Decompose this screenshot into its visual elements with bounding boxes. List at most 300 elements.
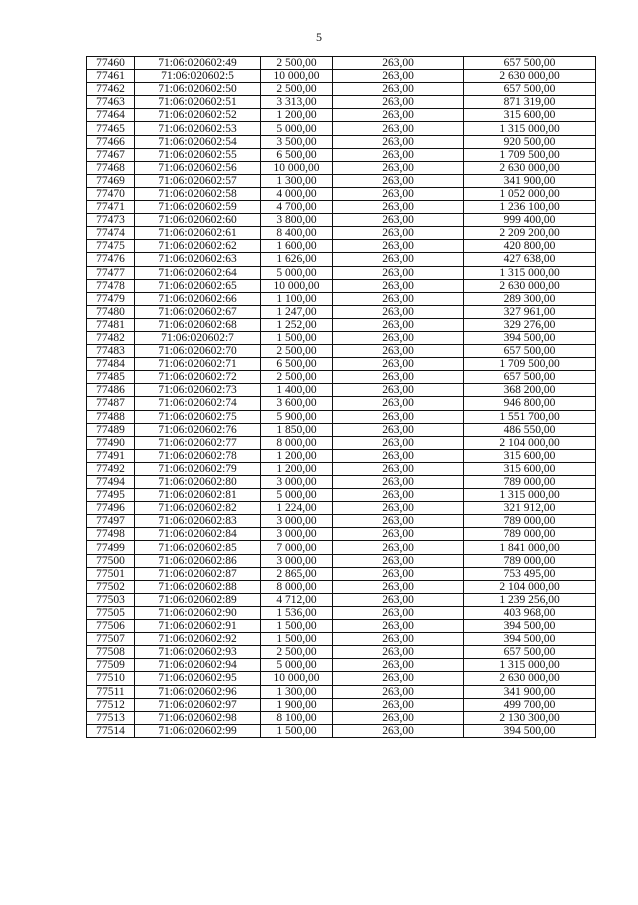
cadastral-number-cell: 71:06:020602:79 — [135, 462, 261, 475]
table-row — [87, 659, 596, 672]
table-row — [87, 528, 596, 541]
table-row — [87, 515, 596, 528]
rate-cell: 263,00 — [333, 476, 464, 489]
cadastral-number-cell: 71:06:020602:64 — [135, 266, 261, 279]
value-cell: 289 300,00 — [464, 292, 596, 305]
rate-cell: 263,00 — [333, 279, 464, 292]
area-cell: 3 313,00 — [261, 96, 333, 109]
table-row — [87, 70, 596, 83]
area-cell: 6 500,00 — [261, 358, 333, 371]
row-number-cell: 77460 — [87, 57, 135, 70]
rate-cell: 263,00 — [333, 161, 464, 174]
row-number-cell: 77488 — [87, 410, 135, 423]
row-number-cell: 77514 — [87, 724, 135, 737]
cadastral-number-cell: 71:06:020602:98 — [135, 711, 261, 724]
row-number-cell: 77513 — [87, 711, 135, 724]
row-number-cell: 77494 — [87, 476, 135, 489]
row-number-cell: 77498 — [87, 528, 135, 541]
area-cell: 5 900,00 — [261, 410, 333, 423]
table-row — [87, 685, 596, 698]
cadastral-number-cell: 71:06:020602:87 — [135, 567, 261, 580]
rate-cell: 263,00 — [333, 345, 464, 358]
area-cell: 8 400,00 — [261, 227, 333, 240]
value-cell: 657 500,00 — [464, 57, 596, 70]
table-row — [87, 148, 596, 161]
rate-cell: 263,00 — [333, 148, 464, 161]
value-cell: 2 630 000,00 — [464, 279, 596, 292]
value-cell: 427 638,00 — [464, 253, 596, 266]
cadastral-number-cell: 71:06:020602:52 — [135, 109, 261, 122]
cadastral-number-cell: 71:06:020602:57 — [135, 174, 261, 187]
value-cell: 315 600,00 — [464, 109, 596, 122]
cadastral-number-cell: 71:06:020602:50 — [135, 83, 261, 96]
rate-cell: 263,00 — [333, 449, 464, 462]
rate-cell: 263,00 — [333, 240, 464, 253]
rate-cell: 263,00 — [333, 711, 464, 724]
rate-cell: 263,00 — [333, 384, 464, 397]
value-cell: 394 500,00 — [464, 724, 596, 737]
area-cell: 1 224,00 — [261, 502, 333, 515]
cadastral-number-cell: 71:06:020602:58 — [135, 187, 261, 200]
rate-cell: 263,00 — [333, 292, 464, 305]
rate-cell: 263,00 — [333, 724, 464, 737]
rate-cell: 263,00 — [333, 554, 464, 567]
value-cell: 920 500,00 — [464, 135, 596, 148]
value-cell: 2 630 000,00 — [464, 70, 596, 83]
rate-cell: 263,00 — [333, 397, 464, 410]
table-row — [87, 580, 596, 593]
cadastral-number-cell: 71:06:020602:90 — [135, 606, 261, 619]
cadastral-number-cell: 71:06:020602:63 — [135, 253, 261, 266]
row-number-cell: 77510 — [87, 672, 135, 685]
value-cell: 315 600,00 — [464, 462, 596, 475]
cadastral-number-cell: 71:06:020602:96 — [135, 685, 261, 698]
row-number-cell: 77469 — [87, 174, 135, 187]
cadastral-number-cell: 71:06:020602:84 — [135, 528, 261, 541]
row-number-cell: 77502 — [87, 580, 135, 593]
area-cell: 1 500,00 — [261, 724, 333, 737]
rate-cell: 263,00 — [333, 436, 464, 449]
table-row — [87, 187, 596, 200]
row-number-cell: 77466 — [87, 135, 135, 148]
area-cell: 5 000,00 — [261, 122, 333, 135]
area-cell: 5 000,00 — [261, 489, 333, 502]
row-number-cell: 77462 — [87, 83, 135, 96]
area-cell: 2 500,00 — [261, 345, 333, 358]
row-number-cell: 77477 — [87, 266, 135, 279]
row-number-cell: 77496 — [87, 502, 135, 515]
table-row — [87, 489, 596, 502]
value-cell: 657 500,00 — [464, 83, 596, 96]
cadastral-number-cell: 71:06:020602:59 — [135, 201, 261, 214]
cadastral-number-cell: 71:06:020602:78 — [135, 449, 261, 462]
cadastral-number-cell: 71:06:020602:73 — [135, 384, 261, 397]
cadastral-number-cell: 71:06:020602:81 — [135, 489, 261, 502]
value-cell: 789 000,00 — [464, 554, 596, 567]
row-number-cell: 77506 — [87, 620, 135, 633]
value-cell: 368 200,00 — [464, 384, 596, 397]
rate-cell: 263,00 — [333, 462, 464, 475]
area-cell: 3 600,00 — [261, 397, 333, 410]
area-cell: 3 000,00 — [261, 476, 333, 489]
value-cell: 321 912,00 — [464, 502, 596, 515]
row-number-cell: 77503 — [87, 593, 135, 606]
table-row — [87, 646, 596, 659]
rate-cell: 263,00 — [333, 122, 464, 135]
value-cell: 341 900,00 — [464, 174, 596, 187]
row-number-cell: 77480 — [87, 305, 135, 318]
row-number-cell: 77482 — [87, 331, 135, 344]
value-cell: 327 961,00 — [464, 305, 596, 318]
cadastral-number-cell: 71:06:020602:68 — [135, 318, 261, 331]
table-row — [87, 201, 596, 214]
row-number-cell: 77492 — [87, 462, 135, 475]
row-number-cell: 77508 — [87, 646, 135, 659]
row-number-cell: 77489 — [87, 423, 135, 436]
value-cell: 999 400,00 — [464, 214, 596, 227]
cadastral-number-cell: 71:06:020602:70 — [135, 345, 261, 358]
rate-cell: 263,00 — [333, 253, 464, 266]
row-number-cell: 77473 — [87, 214, 135, 227]
table-row — [87, 109, 596, 122]
area-cell: 8 100,00 — [261, 711, 333, 724]
cadastral-number-cell: 71:06:020602:82 — [135, 502, 261, 515]
table-row — [87, 711, 596, 724]
rate-cell: 263,00 — [333, 83, 464, 96]
table-row — [87, 57, 596, 70]
table-row — [87, 331, 596, 344]
cadastral-number-cell: 71:06:020602:65 — [135, 279, 261, 292]
row-number-cell: 77463 — [87, 96, 135, 109]
rate-cell: 263,00 — [333, 580, 464, 593]
rate-cell: 263,00 — [333, 672, 464, 685]
area-cell: 10 000,00 — [261, 279, 333, 292]
area-cell: 8 000,00 — [261, 436, 333, 449]
area-cell: 3 000,00 — [261, 528, 333, 541]
cadastral-number-cell: 71:06:020602:91 — [135, 620, 261, 633]
cadastral-number-cell: 71:06:020602:62 — [135, 240, 261, 253]
rate-cell: 263,00 — [333, 201, 464, 214]
table-row — [87, 593, 596, 606]
value-cell: 1 239 256,00 — [464, 593, 596, 606]
table-row — [87, 266, 596, 279]
cadastral-number-cell: 71:06:020602:76 — [135, 423, 261, 436]
value-cell: 394 500,00 — [464, 331, 596, 344]
cadastral-number-cell: 71:06:020602:80 — [135, 476, 261, 489]
cadastral-number-cell: 71:06:020602:88 — [135, 580, 261, 593]
cadastral-number-cell: 71:06:020602:55 — [135, 148, 261, 161]
area-cell: 2 500,00 — [261, 646, 333, 659]
value-cell: 657 500,00 — [464, 371, 596, 384]
cadastral-number-cell: 71:06:020602:94 — [135, 659, 261, 672]
table-row — [87, 253, 596, 266]
rate-cell: 263,00 — [333, 214, 464, 227]
table-row — [87, 305, 596, 318]
cadastral-number-cell: 71:06:020602:74 — [135, 397, 261, 410]
area-cell: 4 712,00 — [261, 593, 333, 606]
table-row — [87, 698, 596, 711]
table-row — [87, 633, 596, 646]
area-cell: 3 000,00 — [261, 515, 333, 528]
table-row — [87, 345, 596, 358]
rate-cell: 263,00 — [333, 489, 464, 502]
area-cell: 7 000,00 — [261, 541, 333, 554]
value-cell: 789 000,00 — [464, 528, 596, 541]
table-row — [87, 135, 596, 148]
rate-cell: 263,00 — [333, 698, 464, 711]
rate-cell: 263,00 — [333, 135, 464, 148]
page-number: 5 — [316, 30, 322, 44]
value-cell: 315 600,00 — [464, 449, 596, 462]
row-number-cell: 77499 — [87, 541, 135, 554]
cadastral-number-cell: 71:06:020602:67 — [135, 305, 261, 318]
rate-cell: 263,00 — [333, 659, 464, 672]
table-row — [87, 423, 596, 436]
rate-cell: 263,00 — [333, 646, 464, 659]
table-row — [87, 318, 596, 331]
row-number-cell: 77500 — [87, 554, 135, 567]
table-row — [87, 672, 596, 685]
table-row — [87, 541, 596, 554]
row-number-cell: 77507 — [87, 633, 135, 646]
area-cell: 1 500,00 — [261, 331, 333, 344]
cadastral-number-cell: 71:06:020602:89 — [135, 593, 261, 606]
row-number-cell: 77511 — [87, 685, 135, 698]
area-cell: 1 247,00 — [261, 305, 333, 318]
cadastral-number-cell: 71:06:020602:85 — [135, 541, 261, 554]
row-number-cell: 77468 — [87, 161, 135, 174]
cadastral-number-cell: 71:06:020602:54 — [135, 135, 261, 148]
table-row — [87, 122, 596, 135]
row-number-cell: 77476 — [87, 253, 135, 266]
value-cell: 2 130 300,00 — [464, 711, 596, 724]
cadastral-number-cell: 71:06:020602:86 — [135, 554, 261, 567]
cadastral-number-cell: 71:06:020602:51 — [135, 96, 261, 109]
row-number-cell: 77470 — [87, 187, 135, 200]
rate-cell: 263,00 — [333, 266, 464, 279]
area-cell: 1 200,00 — [261, 449, 333, 462]
rate-cell: 263,00 — [333, 502, 464, 515]
table-row — [87, 161, 596, 174]
area-cell: 1 200,00 — [261, 109, 333, 122]
rate-cell: 263,00 — [333, 227, 464, 240]
table-row — [87, 724, 596, 737]
area-cell: 10 000,00 — [261, 70, 333, 83]
value-cell: 789 000,00 — [464, 476, 596, 489]
value-cell: 789 000,00 — [464, 515, 596, 528]
area-cell: 1 626,00 — [261, 253, 333, 266]
rate-cell: 263,00 — [333, 109, 464, 122]
value-cell: 403 968,00 — [464, 606, 596, 619]
cadastral-number-cell: 71:06:020602:5 — [135, 70, 261, 83]
area-cell: 1 400,00 — [261, 384, 333, 397]
cadastral-number-cell: 71:06:020602:49 — [135, 57, 261, 70]
value-cell: 753 495,00 — [464, 567, 596, 580]
area-cell: 1 252,00 — [261, 318, 333, 331]
value-cell: 2 630 000,00 — [464, 161, 596, 174]
row-number-cell: 77487 — [87, 397, 135, 410]
table-row — [87, 567, 596, 580]
rate-cell: 263,00 — [333, 541, 464, 554]
value-cell: 2 104 000,00 — [464, 436, 596, 449]
area-cell: 3 500,00 — [261, 135, 333, 148]
rate-cell: 263,00 — [333, 620, 464, 633]
row-number-cell: 77491 — [87, 449, 135, 462]
area-cell: 2 500,00 — [261, 371, 333, 384]
table-body — [87, 57, 596, 738]
area-cell: 4 700,00 — [261, 201, 333, 214]
table-row — [87, 462, 596, 475]
rate-cell: 263,00 — [333, 96, 464, 109]
table-row — [87, 436, 596, 449]
area-cell: 1 536,00 — [261, 606, 333, 619]
table-row — [87, 240, 596, 253]
rate-cell: 263,00 — [333, 515, 464, 528]
row-number-cell: 77475 — [87, 240, 135, 253]
rate-cell: 263,00 — [333, 685, 464, 698]
value-cell: 1 315 000,00 — [464, 266, 596, 279]
row-number-cell: 77495 — [87, 489, 135, 502]
rate-cell: 263,00 — [333, 633, 464, 646]
table-row — [87, 384, 596, 397]
value-cell: 2 630 000,00 — [464, 672, 596, 685]
table-row — [87, 279, 596, 292]
value-cell: 1 236 100,00 — [464, 201, 596, 214]
area-cell: 5 000,00 — [261, 659, 333, 672]
cadastral-number-cell: 71:06:020602:97 — [135, 698, 261, 711]
rate-cell: 263,00 — [333, 371, 464, 384]
area-cell: 10 000,00 — [261, 672, 333, 685]
rate-cell: 263,00 — [333, 70, 464, 83]
cadastral-number-cell: 71:06:020602:53 — [135, 122, 261, 135]
area-cell: 8 000,00 — [261, 580, 333, 593]
row-number-cell: 77497 — [87, 515, 135, 528]
value-cell: 2 104 000,00 — [464, 580, 596, 593]
cadastral-number-cell: 71:06:020602:77 — [135, 436, 261, 449]
area-cell: 3 800,00 — [261, 214, 333, 227]
area-cell: 5 000,00 — [261, 266, 333, 279]
area-cell: 1 300,00 — [261, 174, 333, 187]
row-number-cell: 77478 — [87, 279, 135, 292]
row-number-cell: 77484 — [87, 358, 135, 371]
value-cell: 341 900,00 — [464, 685, 596, 698]
row-number-cell: 77483 — [87, 345, 135, 358]
table-row — [87, 554, 596, 567]
cadastral-number-cell: 71:06:020602:95 — [135, 672, 261, 685]
value-cell: 1 315 000,00 — [464, 122, 596, 135]
area-cell: 1 100,00 — [261, 292, 333, 305]
row-number-cell: 77481 — [87, 318, 135, 331]
table-row — [87, 606, 596, 619]
cadastral-value-table — [86, 56, 596, 738]
rate-cell: 263,00 — [333, 358, 464, 371]
row-number-cell: 77505 — [87, 606, 135, 619]
rate-cell: 263,00 — [333, 410, 464, 423]
value-cell: 394 500,00 — [464, 620, 596, 633]
cadastral-number-cell: 71:06:020602:99 — [135, 724, 261, 737]
value-cell: 1 709 500,00 — [464, 148, 596, 161]
cadastral-number-cell: 71:06:020602:92 — [135, 633, 261, 646]
row-number-cell: 77464 — [87, 109, 135, 122]
table-row — [87, 358, 596, 371]
area-cell: 1 300,00 — [261, 685, 333, 698]
rate-cell: 263,00 — [333, 606, 464, 619]
value-cell: 1 841 000,00 — [464, 541, 596, 554]
row-number-cell: 77461 — [87, 70, 135, 83]
rate-cell: 263,00 — [333, 593, 464, 606]
table-row — [87, 214, 596, 227]
value-cell: 2 209 200,00 — [464, 227, 596, 240]
cadastral-number-cell: 71:06:020602:66 — [135, 292, 261, 305]
rate-cell: 263,00 — [333, 423, 464, 436]
value-cell: 1 052 000,00 — [464, 187, 596, 200]
table-row — [87, 174, 596, 187]
cadastral-number-cell: 71:06:020602:56 — [135, 161, 261, 174]
value-cell: 1 315 000,00 — [464, 489, 596, 502]
cadastral-number-cell: 71:06:020602:93 — [135, 646, 261, 659]
row-number-cell: 77485 — [87, 371, 135, 384]
table-row — [87, 502, 596, 515]
area-cell: 2 865,00 — [261, 567, 333, 580]
value-cell: 657 500,00 — [464, 345, 596, 358]
area-cell: 1 600,00 — [261, 240, 333, 253]
row-number-cell: 77479 — [87, 292, 135, 305]
rate-cell: 263,00 — [333, 331, 464, 344]
row-number-cell: 77486 — [87, 384, 135, 397]
area-cell: 1 200,00 — [261, 462, 333, 475]
value-cell: 394 500,00 — [464, 633, 596, 646]
value-cell: 420 800,00 — [464, 240, 596, 253]
cadastral-number-cell: 71:06:020602:83 — [135, 515, 261, 528]
table-row — [87, 397, 596, 410]
cadastral-number-cell: 71:06:020602:7 — [135, 331, 261, 344]
table-row — [87, 410, 596, 423]
table-row — [87, 292, 596, 305]
value-cell: 1 315 000,00 — [464, 659, 596, 672]
value-cell: 871 319,00 — [464, 96, 596, 109]
area-cell: 3 000,00 — [261, 554, 333, 567]
rate-cell: 263,00 — [333, 57, 464, 70]
area-cell: 2 500,00 — [261, 83, 333, 96]
row-number-cell: 77501 — [87, 567, 135, 580]
rate-cell: 263,00 — [333, 567, 464, 580]
table-row — [87, 227, 596, 240]
cadastral-number-cell: 71:06:020602:75 — [135, 410, 261, 423]
row-number-cell: 77471 — [87, 201, 135, 214]
rate-cell: 263,00 — [333, 187, 464, 200]
value-cell: 486 550,00 — [464, 423, 596, 436]
area-cell: 1 900,00 — [261, 698, 333, 711]
table-row — [87, 371, 596, 384]
row-number-cell: 77490 — [87, 436, 135, 449]
value-cell: 657 500,00 — [464, 646, 596, 659]
cadastral-number-cell: 71:06:020602:72 — [135, 371, 261, 384]
area-cell: 1 500,00 — [261, 620, 333, 633]
table-row — [87, 476, 596, 489]
row-number-cell: 77512 — [87, 698, 135, 711]
cadastral-number-cell: 71:06:020602:71 — [135, 358, 261, 371]
row-number-cell: 77509 — [87, 659, 135, 672]
table-row — [87, 620, 596, 633]
table-row — [87, 96, 596, 109]
rate-cell: 263,00 — [333, 528, 464, 541]
area-cell: 6 500,00 — [261, 148, 333, 161]
area-cell: 1 500,00 — [261, 633, 333, 646]
rate-cell: 263,00 — [333, 305, 464, 318]
rate-cell: 263,00 — [333, 174, 464, 187]
area-cell: 10 000,00 — [261, 161, 333, 174]
value-cell: 1 551 700,00 — [464, 410, 596, 423]
